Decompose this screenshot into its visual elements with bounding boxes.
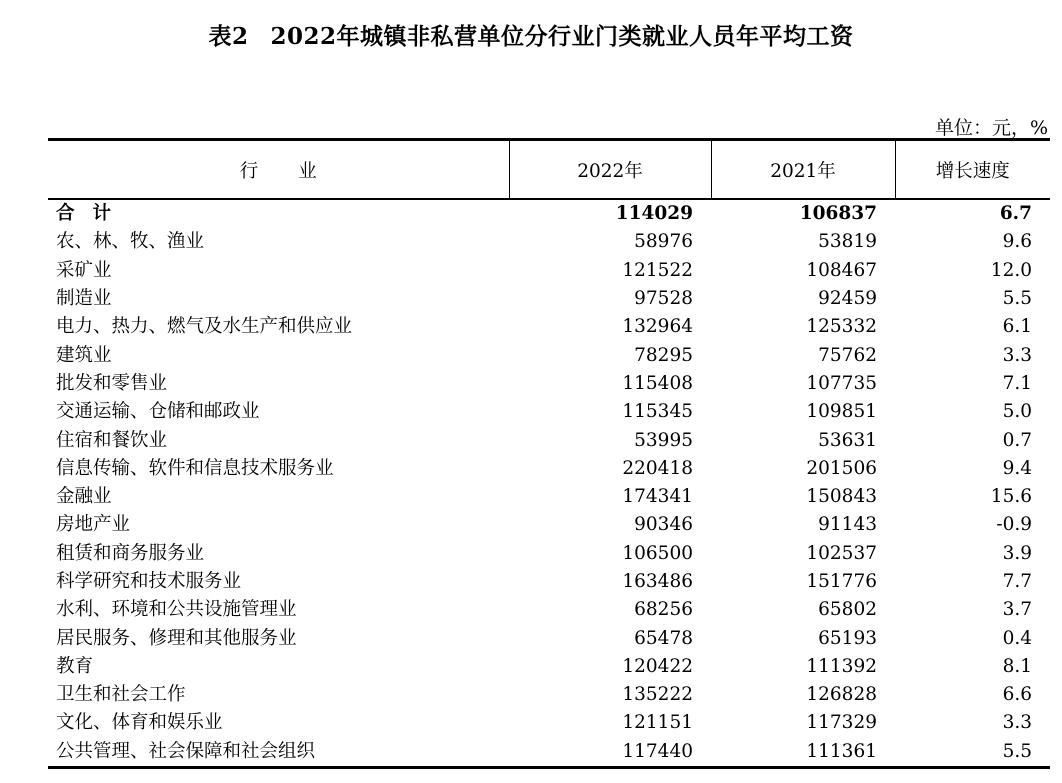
value-2021-cell: 102537 [806, 542, 877, 564]
industry-cell: 教育 [56, 655, 94, 677]
value-2022-cell: 65478 [634, 627, 693, 649]
table-row [48, 624, 1050, 652]
table-row [48, 653, 1050, 681]
table-row [48, 426, 1050, 454]
value-2022-cell: 121522 [622, 259, 693, 281]
value-2022-cell: 58976 [634, 231, 693, 253]
industry-cell: 农、林、牧、渔业 [56, 231, 205, 253]
header-industry: 行业 [48, 140, 509, 200]
table-row [48, 398, 1050, 426]
value-2022-cell: 135222 [622, 684, 693, 706]
industry-cell: 文化、体育和娱乐业 [56, 712, 223, 734]
value-2021-cell: 53631 [818, 429, 877, 451]
value-2021-cell: 111361 [711, 738, 895, 768]
header-growth: 增长速度 [895, 140, 1050, 200]
value-2022-cell: 53995 [634, 429, 693, 451]
table-row [48, 738, 1050, 768]
table-body [48, 199, 1050, 767]
header-row [48, 140, 1050, 200]
value-2021-cell: 150843 [806, 486, 877, 508]
value-2021-cell: 108467 [806, 259, 877, 281]
growth-cell: 0.4 [1002, 627, 1032, 649]
value-2021-cell: 201506 [806, 457, 877, 479]
growth-cell: 0.7 [1002, 429, 1032, 451]
value-2021-cell: 91143 [818, 514, 877, 536]
growth-cell: 7.1 [1002, 372, 1032, 394]
industry-cell: 电力、热力、燃气及水生产和供应业 [56, 316, 353, 338]
value-2021-cell: 151776 [806, 571, 877, 592]
growth-cell: 12.0 [990, 259, 1032, 281]
value-2021-cell: 125332 [806, 316, 877, 338]
table-row [48, 568, 1050, 596]
table-row [48, 285, 1050, 313]
table-row [48, 370, 1050, 398]
growth-cell: 3.3 [1002, 712, 1032, 734]
value-2022-cell: 97528 [634, 288, 693, 310]
growth-cell: 3.3 [1002, 344, 1032, 366]
growth-cell: 3.7 [1002, 599, 1032, 621]
growth-cell: 5.5 [895, 738, 1050, 768]
value-2022-cell: 78295 [634, 344, 693, 366]
table-title [0, 18, 1062, 51]
growth-cell: 3.9 [1002, 542, 1032, 564]
value-2021-cell: 109851 [806, 401, 877, 423]
industry-cell: 水利、环境和公共设施管理业 [56, 599, 297, 621]
industry-cell: 科学研究和技术服务业 [56, 571, 242, 592]
value-2022-cell: 90346 [634, 514, 693, 536]
value-2022-cell: 106500 [622, 542, 693, 564]
value-2021-cell: 106837 [799, 203, 877, 225]
value-2022-cell: 115345 [622, 401, 693, 423]
growth-cell: 8.1 [1002, 655, 1032, 677]
growth-cell: 6.1 [1002, 316, 1032, 338]
table-row [48, 511, 1050, 539]
table-row [48, 313, 1050, 341]
growth-cell: 15.6 [990, 486, 1032, 508]
value-2022-cell: 117440 [509, 738, 711, 768]
value-2022-cell: 174341 [622, 486, 693, 508]
value-2021-cell: 92459 [818, 288, 877, 310]
value-2022-cell: 114029 [615, 203, 693, 225]
industry-cell: 住宿和餐饮业 [56, 429, 168, 451]
table-row [48, 596, 1050, 624]
industry-cell: 批发和零售业 [56, 372, 168, 394]
industry-cell: 信息传输、软件和信息技术服务业 [56, 457, 334, 479]
value-2021-cell: 53819 [818, 231, 877, 253]
growth-cell: -0.9 [996, 514, 1032, 536]
table-number: 表2 [208, 23, 249, 50]
industry-cell: 居民服务、修理和其他服务业 [56, 627, 297, 649]
growth-cell: 9.4 [1002, 457, 1032, 479]
value-2022-cell: 120422 [622, 655, 693, 677]
growth-cell: 7.7 [1002, 571, 1032, 592]
industry-cell: 交通运输、仓储和邮政业 [56, 401, 260, 423]
table-row [48, 681, 1050, 709]
industry-cell: 制造业 [56, 288, 112, 310]
table-row [48, 455, 1050, 483]
value-2021-cell: 107735 [806, 372, 877, 394]
header-2022: 2022年 [509, 140, 711, 200]
value-2022-cell: 121151 [622, 712, 693, 734]
industry-cell: 房地产业 [56, 514, 131, 536]
wage-table [48, 138, 1050, 769]
industry-cell: 采矿业 [56, 259, 112, 281]
table-row-total [48, 199, 1050, 228]
table-row [48, 257, 1050, 285]
industry-cell: 租赁和商务服务业 [56, 542, 205, 564]
value-2021-cell: 111392 [806, 655, 877, 677]
table-row [48, 341, 1050, 369]
value-2021-cell: 65193 [818, 627, 877, 649]
industry-cell: 金融业 [56, 486, 112, 508]
industry-cell: 合计 [56, 203, 130, 225]
growth-cell: 9.6 [1002, 231, 1032, 253]
value-2021-cell: 65802 [818, 599, 877, 621]
table-row [48, 709, 1050, 737]
header-2021: 2021年 [711, 140, 895, 200]
growth-cell: 6.7 [999, 203, 1032, 225]
unit-label: 单位：元，% [934, 117, 1048, 139]
industry-cell: 卫生和社会工作 [56, 684, 186, 706]
growth-cell: 6.6 [1002, 684, 1032, 706]
value-2021-cell: 117329 [806, 712, 877, 734]
table-header [48, 140, 1050, 200]
table-row [48, 540, 1050, 568]
value-2021-cell: 75762 [818, 344, 877, 366]
growth-cell: 5.0 [1002, 401, 1032, 423]
value-2022-cell: 163486 [622, 571, 693, 592]
value-2022-cell: 132964 [622, 316, 693, 338]
table-row [48, 483, 1050, 511]
value-2022-cell: 220418 [622, 457, 693, 479]
value-2022-cell: 115408 [622, 372, 693, 394]
growth-cell: 5.5 [1002, 288, 1032, 310]
value-2022-cell: 68256 [634, 599, 693, 621]
value-2021-cell: 126828 [806, 684, 877, 706]
industry-cell: 公共管理、社会保障和社会组织 [48, 738, 509, 768]
industry-cell: 建筑业 [56, 344, 112, 366]
wage-table-container [48, 138, 1050, 769]
table-row [48, 228, 1050, 256]
table-title-text: 2022年城镇非私营单位分行业门类就业人员年平均工资 [270, 23, 854, 50]
